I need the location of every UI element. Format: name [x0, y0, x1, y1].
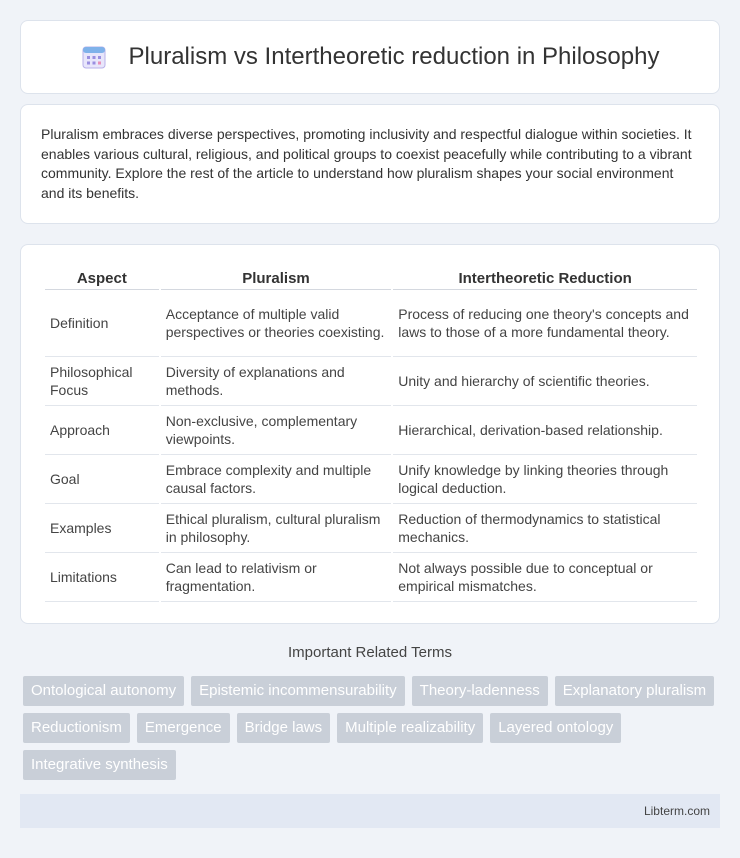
row-pluralism: Ethical pluralism, cultural pluralism in philosophy.	[161, 504, 392, 553]
table-row	[45, 357, 697, 406]
row-pluralism: Can lead to relativism or fragmentation.	[161, 553, 392, 602]
row-aspect: Approach	[45, 406, 159, 455]
row-reduction: Hierarchical, derivation-based relationship.	[393, 406, 697, 455]
tag-multiple-realizability[interactable]: Multiple realizability	[337, 713, 483, 743]
comparison-table-card	[20, 244, 720, 624]
tag-explanatory-pluralism[interactable]: Explanatory pluralism	[555, 676, 714, 706]
tag-layered-ontology[interactable]: Layered ontology	[490, 713, 621, 743]
related-terms-title: Important Related Terms	[288, 644, 452, 661]
header-aspect: Aspect	[45, 265, 159, 290]
table-row	[45, 406, 697, 455]
tag-emergence[interactable]: Emergence	[137, 713, 230, 743]
header-card	[20, 20, 720, 94]
row-reduction: Not always possible due to conceptual or empirical mismatches.	[393, 553, 697, 602]
related-terms-list	[23, 676, 723, 787]
row-aspect: Examples	[45, 504, 159, 553]
row-aspect: Philosophical Focus	[45, 357, 159, 406]
row-pluralism: Diversity of explanations and methods.	[161, 357, 392, 406]
tag-reductionism[interactable]: Reductionism	[23, 713, 130, 743]
row-aspect: Limitations	[45, 553, 159, 602]
row-reduction: Unify knowledge by linking theories through logical deduction.	[393, 455, 697, 504]
row-reduction: Reduction of thermodynamics to statistical mechanics.	[393, 504, 697, 553]
table-row	[45, 504, 697, 553]
header-intertheoretic-reduction: Intertheoretic Reduction	[393, 265, 697, 290]
comparison-table	[43, 265, 699, 602]
calendar-icon	[81, 44, 107, 70]
row-pluralism: Embrace complexity and multiple causal factors.	[161, 455, 392, 504]
row-pluralism: Acceptance of multiple valid perspectives or theories coexisting.	[161, 290, 392, 357]
tag-epistemic-incommensurability[interactable]: Epistemic incommensurability	[191, 676, 405, 706]
table-row	[45, 553, 697, 602]
row-reduction: Process of reducing one theory's concepts and laws to those of a more fundamental theory.	[393, 290, 697, 357]
row-pluralism: Non-exclusive, complementary viewpoints.	[161, 406, 392, 455]
footer	[20, 794, 720, 828]
intro-card	[20, 104, 720, 224]
tag-ontological-autonomy[interactable]: Ontological autonomy	[23, 676, 184, 706]
tag-integrative-synthesis[interactable]: Integrative synthesis	[23, 750, 176, 780]
page-title: Pluralism vs Intertheoretic reduction in Philosophy	[128, 43, 660, 70]
row-aspect: Goal	[45, 455, 159, 504]
title-wrap	[81, 43, 660, 71]
tag-theory-ladenness[interactable]: Theory-ladenness	[412, 676, 548, 706]
footer-site-link[interactable]: Libterm.com	[643, 804, 710, 818]
header-pluralism: Pluralism	[161, 265, 392, 290]
table-row	[45, 290, 697, 357]
intro-text: Pluralism embraces diverse perspectives, promoting inclusivity and respectful dialogue within societies. It enables various cultural, religious, and political groups to coexist peacefully while contributing to a vibrant community. Explore the rest of the article to understand how pluralism shapes your social environment and its benefits.	[41, 126, 692, 201]
row-aspect: Definition	[45, 290, 159, 357]
row-reduction: Unity and hierarchy of scientific theories.	[393, 357, 697, 406]
table-header-row	[45, 265, 697, 290]
tag-bridge-laws[interactable]: Bridge laws	[237, 713, 331, 743]
table-row	[45, 455, 697, 504]
